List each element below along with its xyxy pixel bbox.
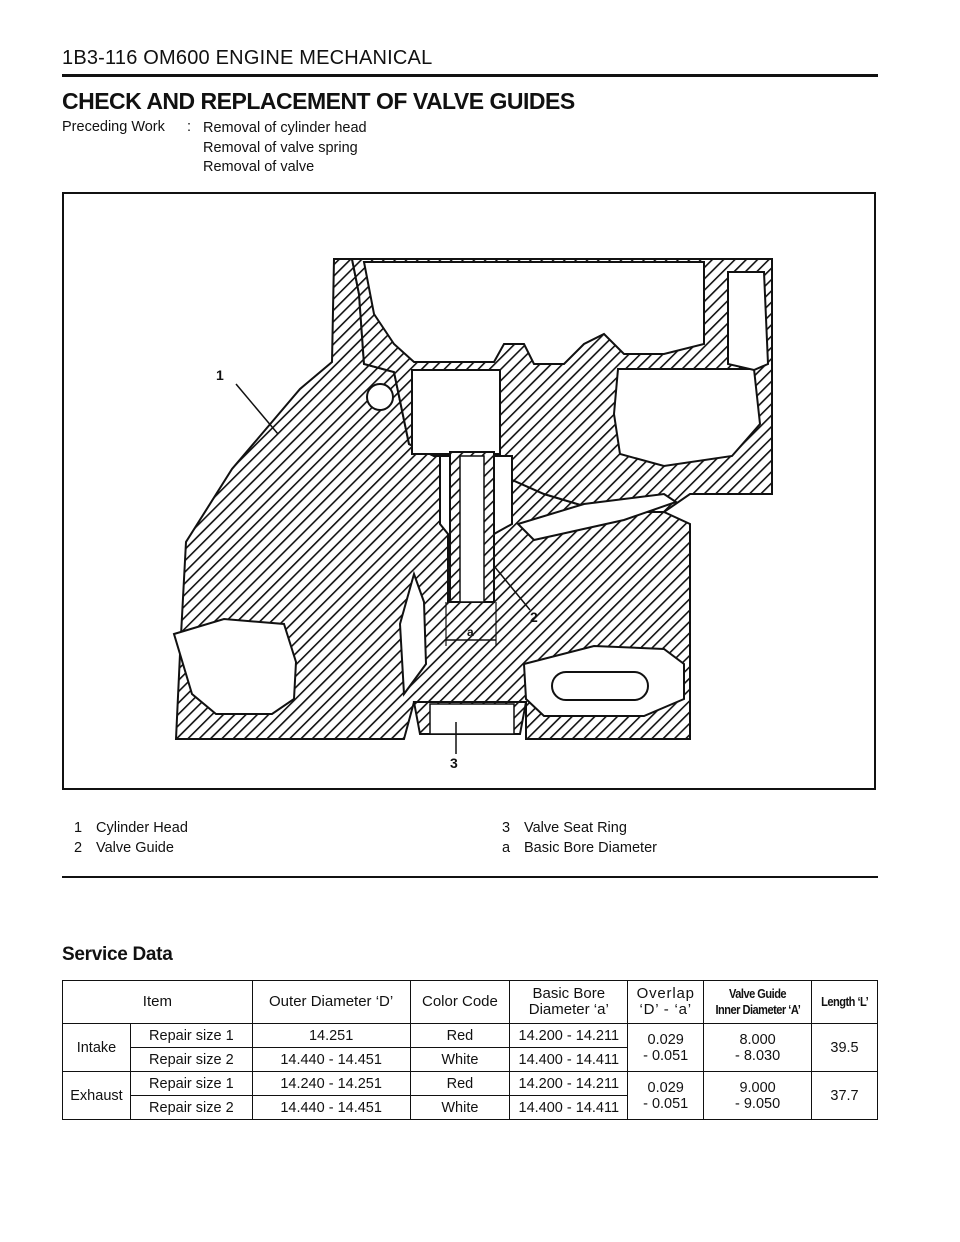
header-length [812,981,878,1024]
legend-label: Valve Seat Ring [524,820,627,836]
preceding-work-item: Removal of cylinder head [203,120,367,136]
valve-guide-bore [460,456,484,602]
cylinder-head-section-drawing [64,194,878,792]
outer-diameter-cell: 14.440 - 14.451 [252,1048,410,1072]
header-overlap-line2: ‘D’ - ‘a’ [639,1001,692,1018]
guide-inner-cell [704,1024,812,1072]
length-cell: 39.5 [812,1024,878,1072]
legend-item [502,818,657,838]
repair-size-cell: Repair size 2 [130,1048,252,1072]
header-guide-inner-line2: Inner Diameter ‘A’ [715,1002,800,1017]
page-header-title: 1B3-116 OM600 ENGINE MECHANICAL [62,47,433,69]
callout-a: a [467,625,474,639]
overlap-cell [628,1072,704,1120]
guide-inner-value-line2: - 9.050 [735,1095,781,1112]
legend-item [74,818,188,838]
guide-inner-value-line1: 9.000 [739,1079,776,1096]
exhaust-inner [552,672,648,700]
callout-1: 1 [216,367,224,383]
intake-label: Intake [63,1024,131,1072]
valve-guide-figure [62,192,876,790]
legend-label: Valve Guide [96,840,174,856]
basic-bore-cell: 14.200 - 14.211 [510,1072,628,1096]
header-color-code: Color Code [410,981,510,1024]
valve-seat-bore [430,704,514,734]
figure-legend-right [502,818,657,858]
oil-hole [367,384,393,410]
legend-label: Cylinder Head [96,820,188,836]
valve-port [412,370,500,454]
callout-2: 2 [530,609,538,625]
repair-size-cell: Repair size 1 [130,1024,252,1048]
basic-bore-cell: 14.400 - 14.411 [510,1048,628,1072]
header-overlap-line1: Overlap [636,985,695,1002]
overlap-value-line2: - 0.051 [643,1095,689,1112]
table-row [63,1024,878,1048]
header-guide-inner-line1: Valve Guide [729,986,787,1001]
header-length-label: Length ‘L’ [820,994,869,1009]
legend-label: Basic Bore Diameter [524,840,657,856]
preceding-work-item: Removal of valve [203,159,315,175]
outer-diameter-cell: 14.240 - 14.251 [252,1072,410,1096]
preceding-work-item: Removal of valve spring [203,139,358,156]
guide-inner-value-line1: 8.000 [739,1031,776,1048]
legend-item [74,838,188,858]
repair-size-cell: Repair size 2 [130,1096,252,1120]
preceding-work-label: Preceding Work [62,119,165,135]
leader-line-1 [236,384,278,434]
page-header [62,44,878,77]
section-title: CHECK AND REPLACEMENT OF VALVE GUIDES [62,88,575,114]
outer-diameter-cell: 14.251 [252,1024,410,1048]
basic-bore-cell: 14.200 - 14.211 [510,1024,628,1048]
legend-number: 1 [74,820,83,836]
legend-number: 3 [502,820,511,836]
color-code-cell: Red [410,1024,510,1048]
overlap-value-line1: 0.029 [647,1031,684,1048]
overlap-value-line1: 0.029 [647,1079,684,1096]
basic-bore-cell: 14.400 - 14.411 [510,1096,628,1120]
header-item: Item [63,981,253,1024]
length-cell: 37.7 [812,1072,878,1120]
service-data-title: Service Data [62,944,173,965]
header-guide-inner-diameter [704,981,812,1024]
preceding-work-colon: : [187,119,192,135]
legend-item [502,838,657,858]
legend-number: a [502,840,511,856]
color-code-cell: Red [410,1072,510,1096]
overlap-cell [628,1024,704,1072]
header-outer-diameter: Outer Diameter ‘D’ [252,981,410,1024]
color-code-cell: White [410,1048,510,1072]
section-divider [62,876,878,878]
service-data-table [62,980,878,1120]
header-basic-bore [510,981,628,1024]
upper-cavity [364,262,704,364]
outer-diameter-cell: 14.440 - 14.451 [252,1096,410,1120]
header-basic-bore-line2: Diameter ‘a’ [528,1001,609,1018]
figure-legend-left [74,818,188,858]
preceding-work-list [203,119,367,178]
guide-inner-cell [704,1072,812,1120]
legend-number: 2 [74,840,83,856]
color-code-cell: White [410,1096,510,1120]
overlap-value-line2: - 0.051 [643,1047,689,1064]
right-cavity [728,272,768,370]
callout-3: 3 [450,755,458,771]
repair-size-cell: Repair size 1 [130,1072,252,1096]
header-basic-bore-line1: Basic Bore [532,985,606,1002]
header-overlap [628,981,704,1024]
table-header-row [63,981,878,1024]
exhaust-label: Exhaust [63,1072,131,1120]
table-row [63,1072,878,1096]
guide-inner-value-line2: - 8.030 [735,1047,781,1064]
